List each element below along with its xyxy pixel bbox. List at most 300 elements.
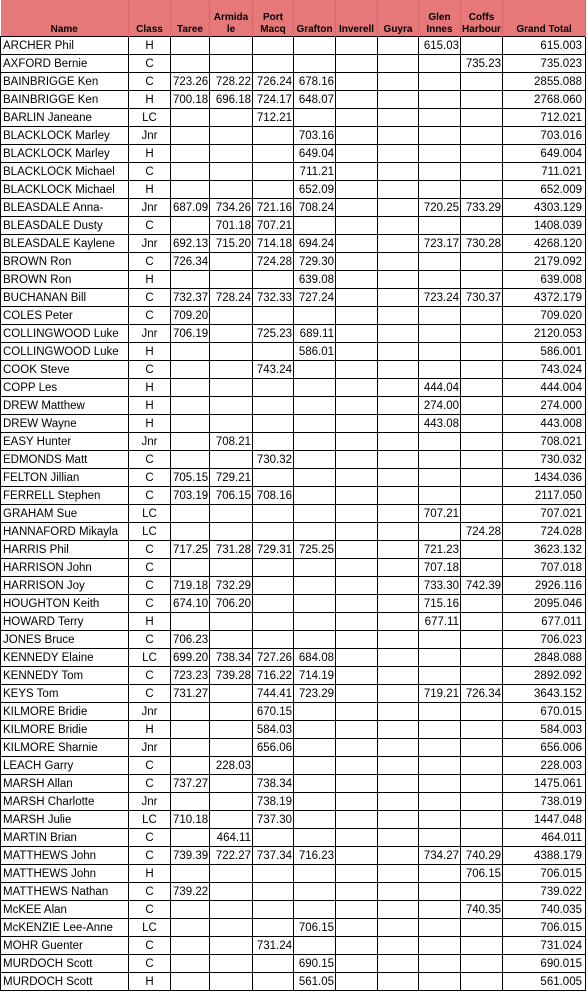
name-cell: BLACKLOCK Michael bbox=[1, 181, 129, 199]
grand-total-cell: 2926.116 bbox=[503, 577, 586, 595]
score-cell bbox=[378, 901, 419, 919]
score-cell bbox=[171, 829, 210, 847]
score-cell bbox=[419, 919, 461, 937]
table-row bbox=[1, 469, 586, 487]
class-cell: C bbox=[129, 577, 171, 595]
score-cell: 732.37 bbox=[171, 289, 210, 307]
class-cell: C bbox=[129, 955, 171, 973]
score-cell: 727.24 bbox=[294, 289, 336, 307]
table-row bbox=[1, 703, 586, 721]
score-cell bbox=[461, 397, 503, 415]
grand-total-cell: 2855.088 bbox=[503, 73, 586, 91]
score-cell bbox=[419, 325, 461, 343]
class-cell: LC bbox=[129, 523, 171, 541]
grand-total-cell: 706.015 bbox=[503, 865, 586, 883]
score-cell: 737.30 bbox=[253, 811, 294, 829]
column-header: Guyra bbox=[378, 0, 419, 37]
score-cell bbox=[253, 865, 294, 883]
class-cell: H bbox=[129, 721, 171, 739]
score-cell: 731.27 bbox=[171, 685, 210, 703]
class-cell: C bbox=[129, 289, 171, 307]
table-row bbox=[1, 163, 586, 181]
score-cell bbox=[336, 919, 378, 937]
score-cell: 708.16 bbox=[253, 487, 294, 505]
score-cell bbox=[461, 163, 503, 181]
score-cell bbox=[253, 343, 294, 361]
score-cell bbox=[419, 145, 461, 163]
class-cell: LC bbox=[129, 505, 171, 523]
score-cell bbox=[171, 559, 210, 577]
name-cell: MOHR Guenter bbox=[1, 937, 129, 955]
score-cell: 727.26 bbox=[253, 649, 294, 667]
score-cell bbox=[171, 919, 210, 937]
score-cell bbox=[294, 811, 336, 829]
table-row bbox=[1, 847, 586, 865]
table-row bbox=[1, 361, 586, 379]
score-cell: 706.15 bbox=[294, 919, 336, 937]
grand-total-cell: 4372.179 bbox=[503, 289, 586, 307]
score-cell: 722.27 bbox=[210, 847, 253, 865]
score-cell bbox=[336, 811, 378, 829]
class-cell: C bbox=[129, 829, 171, 847]
table-row bbox=[1, 253, 586, 271]
score-cell: 700.18 bbox=[171, 91, 210, 109]
score-cell bbox=[253, 181, 294, 199]
score-cell bbox=[461, 829, 503, 847]
score-cell bbox=[378, 775, 419, 793]
class-cell: H bbox=[129, 865, 171, 883]
name-cell: AXFORD Bernie bbox=[1, 55, 129, 73]
name-cell: KENNEDY Elaine bbox=[1, 649, 129, 667]
name-cell: DREW Wayne bbox=[1, 415, 129, 433]
score-cell bbox=[378, 793, 419, 811]
score-cell bbox=[253, 559, 294, 577]
score-cell bbox=[171, 865, 210, 883]
name-cell: BUCHANAN Bill bbox=[1, 289, 129, 307]
column-header: Glen Innes bbox=[419, 0, 461, 37]
score-cell bbox=[336, 73, 378, 91]
score-cell bbox=[171, 361, 210, 379]
score-cell bbox=[336, 235, 378, 253]
score-cell bbox=[336, 361, 378, 379]
score-cell bbox=[336, 721, 378, 739]
grand-total-cell: 708.021 bbox=[503, 433, 586, 451]
score-cell bbox=[461, 613, 503, 631]
score-cell bbox=[336, 775, 378, 793]
class-cell: H bbox=[129, 379, 171, 397]
name-cell: BAINBRIGGE Ken bbox=[1, 73, 129, 91]
score-cell bbox=[378, 613, 419, 631]
score-cell bbox=[378, 811, 419, 829]
grand-total-cell: 228.003 bbox=[503, 757, 586, 775]
score-cell bbox=[336, 433, 378, 451]
score-cell bbox=[171, 739, 210, 757]
class-cell: C bbox=[129, 847, 171, 865]
score-cell: 648.07 bbox=[294, 91, 336, 109]
score-cell: 677.11 bbox=[419, 613, 461, 631]
score-cell bbox=[336, 613, 378, 631]
grand-total-cell: 615.003 bbox=[503, 37, 586, 55]
score-cell bbox=[461, 937, 503, 955]
grand-total-cell: 2768.060 bbox=[503, 91, 586, 109]
name-cell: ARCHER Phil bbox=[1, 37, 129, 55]
score-cell: 737.27 bbox=[171, 775, 210, 793]
grand-total-cell: 4303.129 bbox=[503, 199, 586, 217]
score-cell bbox=[378, 667, 419, 685]
score-cell: 730.28 bbox=[461, 235, 503, 253]
score-cell bbox=[253, 127, 294, 145]
score-cell bbox=[253, 469, 294, 487]
score-cell: 711.21 bbox=[294, 163, 336, 181]
score-cell: 714.18 bbox=[253, 235, 294, 253]
score-cell bbox=[419, 343, 461, 361]
score-cell bbox=[210, 451, 253, 469]
score-cell bbox=[171, 109, 210, 127]
score-cell: 649.04 bbox=[294, 145, 336, 163]
class-cell: C bbox=[129, 451, 171, 469]
name-cell: MURDOCH Scott bbox=[1, 955, 129, 973]
score-cell bbox=[336, 685, 378, 703]
score-cell bbox=[419, 775, 461, 793]
table-row bbox=[1, 937, 586, 955]
score-cell: 720.25 bbox=[419, 199, 461, 217]
score-cell: 728.22 bbox=[210, 73, 253, 91]
score-cell bbox=[461, 757, 503, 775]
score-cell: 728.24 bbox=[210, 289, 253, 307]
score-cell: 701.18 bbox=[210, 217, 253, 235]
score-cell bbox=[253, 901, 294, 919]
class-cell: C bbox=[129, 253, 171, 271]
score-cell bbox=[336, 253, 378, 271]
score-cell bbox=[461, 433, 503, 451]
score-cell bbox=[336, 541, 378, 559]
grand-total-cell: 3623.132 bbox=[503, 541, 586, 559]
score-cell: 729.31 bbox=[253, 541, 294, 559]
class-cell: LC bbox=[129, 649, 171, 667]
score-cell bbox=[419, 109, 461, 127]
name-cell: LEACH Garry bbox=[1, 757, 129, 775]
table-row bbox=[1, 307, 586, 325]
score-cell bbox=[461, 667, 503, 685]
grand-total-cell: 464.011 bbox=[503, 829, 586, 847]
score-cell bbox=[378, 271, 419, 289]
score-cell: 670.15 bbox=[253, 703, 294, 721]
score-cell bbox=[378, 703, 419, 721]
score-cell bbox=[336, 145, 378, 163]
score-cell bbox=[253, 955, 294, 973]
score-cell: 730.32 bbox=[253, 451, 294, 469]
score-cell bbox=[336, 829, 378, 847]
score-cell bbox=[378, 415, 419, 433]
score-cell bbox=[461, 775, 503, 793]
score-cell: 719.21 bbox=[419, 685, 461, 703]
score-cell: 721.23 bbox=[419, 541, 461, 559]
name-cell: KENNEDY Tom bbox=[1, 667, 129, 685]
score-cell bbox=[210, 127, 253, 145]
score-cell bbox=[210, 343, 253, 361]
score-cell bbox=[336, 37, 378, 55]
class-cell: H bbox=[129, 37, 171, 55]
score-cell bbox=[419, 649, 461, 667]
score-cell bbox=[294, 505, 336, 523]
score-cell bbox=[378, 937, 419, 955]
name-cell: JONES Bruce bbox=[1, 631, 129, 649]
score-cell bbox=[461, 631, 503, 649]
score-cell bbox=[294, 613, 336, 631]
score-cell: 687.09 bbox=[171, 199, 210, 217]
score-cell bbox=[461, 217, 503, 235]
table-row bbox=[1, 649, 586, 667]
table-row bbox=[1, 973, 586, 991]
table-row bbox=[1, 577, 586, 595]
score-cell bbox=[210, 865, 253, 883]
score-cell bbox=[210, 55, 253, 73]
grand-total-cell: 656.006 bbox=[503, 739, 586, 757]
grand-total-cell: 2095.046 bbox=[503, 595, 586, 613]
table-row bbox=[1, 217, 586, 235]
score-cell: 734.26 bbox=[210, 199, 253, 217]
score-cell: 735.23 bbox=[461, 55, 503, 73]
score-cell bbox=[461, 109, 503, 127]
score-cell bbox=[461, 739, 503, 757]
score-cell bbox=[294, 433, 336, 451]
score-cell bbox=[336, 595, 378, 613]
score-cell bbox=[253, 523, 294, 541]
class-cell: C bbox=[129, 307, 171, 325]
score-cell: 726.34 bbox=[461, 685, 503, 703]
table-row bbox=[1, 559, 586, 577]
score-cell bbox=[210, 505, 253, 523]
score-cell bbox=[253, 631, 294, 649]
class-cell: C bbox=[129, 631, 171, 649]
score-cell bbox=[461, 487, 503, 505]
score-cell: 444.04 bbox=[419, 379, 461, 397]
score-cell bbox=[461, 721, 503, 739]
grand-total-cell: 706.015 bbox=[503, 919, 586, 937]
score-cell bbox=[461, 793, 503, 811]
score-cell bbox=[378, 235, 419, 253]
class-cell: H bbox=[129, 343, 171, 361]
column-header: Grafton bbox=[294, 0, 336, 37]
name-cell: MATTHEWS Nathan bbox=[1, 883, 129, 901]
score-cell: 707.21 bbox=[253, 217, 294, 235]
score-cell bbox=[378, 847, 419, 865]
score-cell bbox=[171, 37, 210, 55]
score-cell bbox=[171, 901, 210, 919]
score-cell: 739.28 bbox=[210, 667, 253, 685]
score-cell: 584.03 bbox=[253, 721, 294, 739]
score-cell bbox=[378, 595, 419, 613]
name-cell: MARSH Julie bbox=[1, 811, 129, 829]
score-cell: 732.33 bbox=[253, 289, 294, 307]
score-cell bbox=[253, 919, 294, 937]
score-cell: 678.16 bbox=[294, 73, 336, 91]
class-cell: Jnr bbox=[129, 235, 171, 253]
score-cell bbox=[419, 469, 461, 487]
class-cell: C bbox=[129, 595, 171, 613]
score-cell bbox=[461, 595, 503, 613]
class-cell: C bbox=[129, 55, 171, 73]
score-cell bbox=[210, 739, 253, 757]
table-row bbox=[1, 721, 586, 739]
name-cell: BROWN Ron bbox=[1, 253, 129, 271]
class-cell: Jnr bbox=[129, 433, 171, 451]
name-cell: COOK Steve bbox=[1, 361, 129, 379]
score-cell: 716.22 bbox=[253, 667, 294, 685]
score-cell bbox=[336, 847, 378, 865]
table-row bbox=[1, 901, 586, 919]
score-cell bbox=[253, 577, 294, 595]
name-cell: BLEASDALE Anna- bbox=[1, 199, 129, 217]
score-cell bbox=[294, 829, 336, 847]
score-cell bbox=[171, 217, 210, 235]
score-cell bbox=[253, 433, 294, 451]
class-cell: C bbox=[129, 361, 171, 379]
score-cell bbox=[419, 901, 461, 919]
table-row bbox=[1, 775, 586, 793]
score-cell bbox=[253, 379, 294, 397]
table-row bbox=[1, 613, 586, 631]
name-cell: MARTIN Brian bbox=[1, 829, 129, 847]
name-cell: HOUGHTON Keith bbox=[1, 595, 129, 613]
score-cell: 464.11 bbox=[210, 829, 253, 847]
score-cell: 721.16 bbox=[253, 199, 294, 217]
score-cell bbox=[378, 649, 419, 667]
score-cell: 723.29 bbox=[294, 685, 336, 703]
table-row bbox=[1, 487, 586, 505]
score-cell bbox=[336, 865, 378, 883]
score-cell bbox=[336, 271, 378, 289]
column-header: Class bbox=[129, 0, 171, 37]
score-cell bbox=[378, 973, 419, 991]
class-cell: C bbox=[129, 667, 171, 685]
score-cell: 703.16 bbox=[294, 127, 336, 145]
class-cell: Jnr bbox=[129, 325, 171, 343]
name-cell: BLACKLOCK Marley bbox=[1, 145, 129, 163]
score-cell bbox=[336, 325, 378, 343]
score-cell bbox=[461, 883, 503, 901]
score-cell bbox=[210, 559, 253, 577]
name-cell: DREW Matthew bbox=[1, 397, 129, 415]
score-cell bbox=[210, 685, 253, 703]
score-cell bbox=[378, 73, 419, 91]
score-cell bbox=[294, 793, 336, 811]
score-cell bbox=[336, 289, 378, 307]
score-cell bbox=[378, 163, 419, 181]
name-cell: COLLINGWOOD Luke bbox=[1, 325, 129, 343]
score-cell: 740.35 bbox=[461, 901, 503, 919]
score-cell bbox=[419, 703, 461, 721]
grand-total-cell: 3643.152 bbox=[503, 685, 586, 703]
score-cell: 699.20 bbox=[171, 649, 210, 667]
score-cell: 726.24 bbox=[253, 73, 294, 91]
score-cell bbox=[378, 721, 419, 739]
table-row bbox=[1, 595, 586, 613]
score-cell bbox=[336, 883, 378, 901]
score-cell bbox=[210, 919, 253, 937]
score-cell bbox=[294, 703, 336, 721]
score-cell bbox=[294, 37, 336, 55]
table-row bbox=[1, 883, 586, 901]
score-cell: 724.17 bbox=[253, 91, 294, 109]
score-cell bbox=[336, 649, 378, 667]
score-cell: 723.23 bbox=[171, 667, 210, 685]
score-cell: 694.24 bbox=[294, 235, 336, 253]
column-header: Taree bbox=[171, 0, 210, 37]
name-cell: HOWARD Terry bbox=[1, 613, 129, 631]
score-cell: 639.08 bbox=[294, 271, 336, 289]
table-row bbox=[1, 451, 586, 469]
score-cell bbox=[378, 523, 419, 541]
score-cell bbox=[210, 145, 253, 163]
score-cell: 738.34 bbox=[253, 775, 294, 793]
class-cell: C bbox=[129, 541, 171, 559]
score-cell bbox=[336, 487, 378, 505]
score-cell bbox=[171, 505, 210, 523]
score-cell bbox=[253, 883, 294, 901]
score-cell: 706.15 bbox=[210, 487, 253, 505]
grand-total-cell: 706.023 bbox=[503, 631, 586, 649]
score-cell: 706.23 bbox=[171, 631, 210, 649]
grand-total-cell: 561.005 bbox=[503, 973, 586, 991]
score-cell: 703.19 bbox=[171, 487, 210, 505]
name-cell: COLLINGWOOD Luke bbox=[1, 343, 129, 361]
table-row bbox=[1, 397, 586, 415]
class-cell: LC bbox=[129, 919, 171, 937]
score-cell bbox=[378, 955, 419, 973]
score-cell: 706.15 bbox=[461, 865, 503, 883]
name-cell: MARSH Allan bbox=[1, 775, 129, 793]
table-row bbox=[1, 235, 586, 253]
score-cell bbox=[378, 145, 419, 163]
score-cell bbox=[210, 415, 253, 433]
score-cell bbox=[419, 361, 461, 379]
score-cell bbox=[419, 739, 461, 757]
score-cell bbox=[294, 937, 336, 955]
table-row bbox=[1, 271, 586, 289]
score-cell: 708.21 bbox=[210, 433, 253, 451]
score-cell bbox=[461, 649, 503, 667]
score-cell: 743.24 bbox=[253, 361, 294, 379]
table-body bbox=[1, 37, 586, 991]
score-cell bbox=[378, 829, 419, 847]
score-cell bbox=[253, 505, 294, 523]
class-cell: C bbox=[129, 559, 171, 577]
score-cell: 615.03 bbox=[419, 37, 461, 55]
grand-total-cell: 274.000 bbox=[503, 397, 586, 415]
score-cell: 726.34 bbox=[171, 253, 210, 271]
score-cell: 706.20 bbox=[210, 595, 253, 613]
score-cell bbox=[171, 451, 210, 469]
score-cell bbox=[461, 145, 503, 163]
class-cell: LC bbox=[129, 109, 171, 127]
score-cell bbox=[378, 433, 419, 451]
name-cell: EASY Hunter bbox=[1, 433, 129, 451]
score-cell bbox=[419, 271, 461, 289]
score-cell bbox=[210, 109, 253, 127]
score-cell bbox=[294, 865, 336, 883]
name-cell: MARSH Charlotte bbox=[1, 793, 129, 811]
score-cell bbox=[461, 469, 503, 487]
name-cell: McKENZIE Lee-Anne bbox=[1, 919, 129, 937]
grand-total-cell: 739.022 bbox=[503, 883, 586, 901]
score-cell bbox=[378, 541, 419, 559]
grand-total-cell: 690.015 bbox=[503, 955, 586, 973]
grand-total-cell: 743.024 bbox=[503, 361, 586, 379]
score-cell bbox=[253, 55, 294, 73]
class-cell: C bbox=[129, 469, 171, 487]
score-cell bbox=[461, 37, 503, 55]
